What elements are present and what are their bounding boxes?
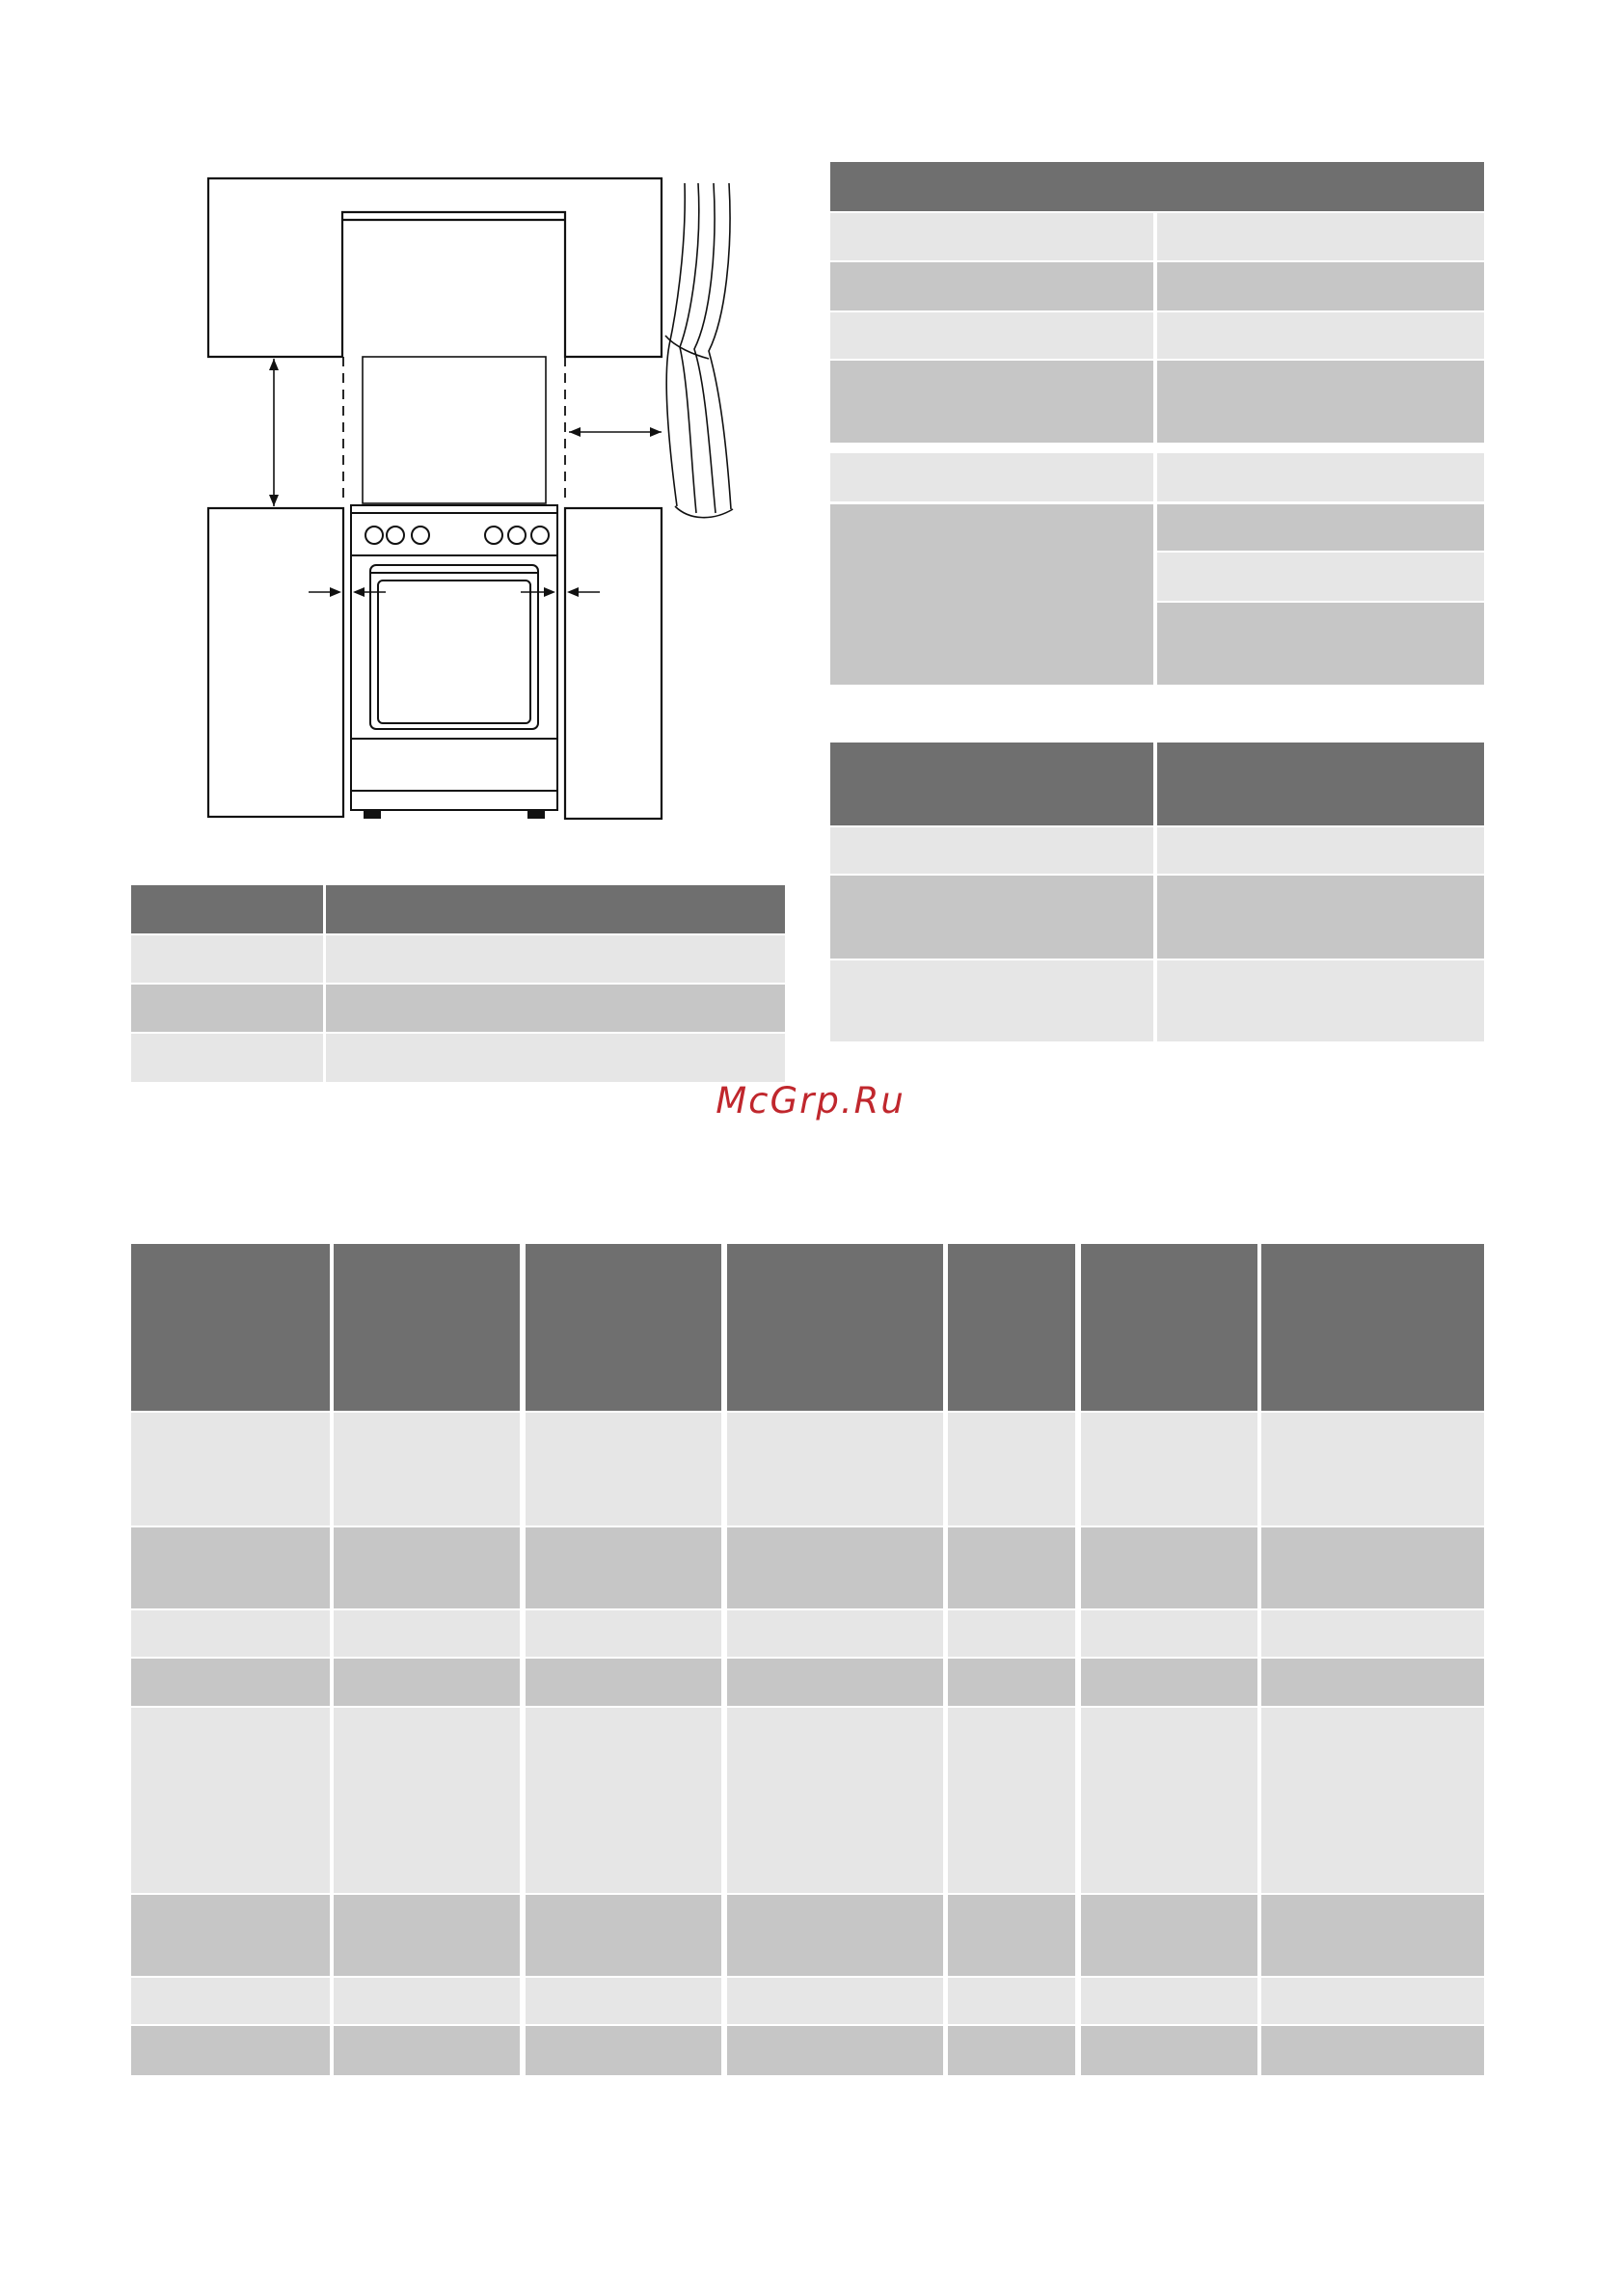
table-header-cell	[830, 743, 1153, 825]
lower-cabinet-left	[208, 508, 343, 817]
table-cell	[526, 1413, 721, 1526]
table-cell	[727, 1895, 943, 1976]
table-cell	[1081, 1708, 1257, 1893]
table-cell	[334, 1895, 520, 1976]
table-cell	[131, 985, 323, 1032]
table-cell	[326, 1034, 785, 1082]
table-header-cell	[1157, 743, 1484, 825]
table-cell	[526, 1659, 721, 1706]
table-header-cell	[326, 885, 785, 933]
table-cell	[526, 1978, 721, 2024]
table-cell	[131, 1413, 330, 1526]
watermark: McGrp.Ru	[716, 1080, 905, 1121]
table-cell	[1081, 2026, 1257, 2075]
table-cell	[1081, 1659, 1257, 1706]
table-cell	[948, 2026, 1075, 2075]
table-cell	[131, 1659, 330, 1706]
table-cell	[131, 1978, 330, 2024]
table-cell	[326, 985, 785, 1032]
table-header-cell	[1261, 1244, 1484, 1411]
table-cell	[1261, 1610, 1484, 1657]
table-cell	[334, 1708, 520, 1893]
table-cell	[1261, 1527, 1484, 1608]
table-cell	[526, 2026, 721, 2075]
table-cell	[948, 1413, 1075, 1526]
table-header-cell	[334, 1244, 520, 1411]
backsplash-panel	[363, 357, 546, 503]
table-cell	[1157, 504, 1484, 551]
table-cell	[830, 312, 1153, 359]
table-cell	[1157, 960, 1484, 1041]
table-cell	[948, 1708, 1075, 1893]
table-header-cell	[727, 1244, 943, 1411]
table-cell	[526, 1610, 721, 1657]
table-cell	[131, 1895, 330, 1976]
table-cell	[1157, 312, 1484, 359]
table-cell	[727, 1659, 943, 1706]
table-cell	[830, 213, 1153, 260]
table-cell	[830, 876, 1153, 959]
table-header-cell	[948, 1244, 1075, 1411]
table-cell	[1157, 603, 1484, 685]
table-cell	[334, 1659, 520, 1706]
table-cell	[830, 960, 1153, 1041]
table-cell	[830, 827, 1153, 874]
table-header-cell	[131, 1244, 330, 1411]
table-cell	[727, 1527, 943, 1608]
table-cell	[1081, 1413, 1257, 1526]
table-cell	[526, 1527, 721, 1608]
table-cell	[830, 262, 1153, 311]
table-cell	[1157, 361, 1484, 443]
dimension-arrows	[269, 359, 662, 597]
table-cell	[830, 361, 1153, 443]
table-cell	[1157, 553, 1484, 601]
table-cell	[526, 1895, 721, 1976]
table-cell	[727, 1978, 943, 2024]
table-cell	[948, 1895, 1075, 1976]
installation-diagram	[193, 154, 743, 839]
table-cell	[948, 1527, 1075, 1608]
table-cell	[131, 935, 323, 983]
table-cell	[727, 1610, 943, 1657]
table-cell	[1261, 2026, 1484, 2075]
table-cell	[131, 1527, 330, 1608]
table-cell	[948, 1659, 1075, 1706]
table-cell	[948, 1610, 1075, 1657]
table-cell	[1157, 213, 1484, 260]
cooker	[351, 505, 557, 818]
table-cell	[1081, 1610, 1257, 1657]
table-cell	[1261, 1708, 1484, 1893]
table-cell	[1261, 1895, 1484, 1976]
table-cell	[948, 1978, 1075, 2024]
table-cell	[1261, 1413, 1484, 1526]
table-cell	[1157, 453, 1484, 501]
table-cell	[334, 1610, 520, 1657]
dashed-guides	[343, 357, 565, 503]
table-cell	[1261, 1978, 1484, 2024]
table-cell	[830, 453, 1153, 501]
curtain	[665, 183, 733, 518]
table-cell	[727, 2026, 943, 2075]
lower-cabinet-right	[565, 508, 662, 819]
table-cell	[830, 504, 1153, 685]
table-header-cell	[830, 162, 1484, 211]
table-header-cell	[131, 885, 323, 933]
table-cell	[334, 1527, 520, 1608]
table-cell	[131, 1610, 330, 1657]
table-header-cell	[1081, 1244, 1257, 1411]
table-cell	[727, 1413, 943, 1526]
table-cell	[131, 1708, 330, 1893]
table-cell	[1081, 1895, 1257, 1976]
table-cell	[131, 2026, 330, 2075]
table-cell	[326, 935, 785, 983]
table-cell	[727, 1708, 943, 1893]
table-cell	[334, 2026, 520, 2075]
table-cell	[131, 1034, 323, 1082]
table-cell	[1081, 1527, 1257, 1608]
table-header-cell	[526, 1244, 721, 1411]
table-cell	[1261, 1659, 1484, 1706]
table-cell	[526, 1708, 721, 1893]
table-cell	[334, 1413, 520, 1526]
table-cell	[1081, 1978, 1257, 2024]
table-cell	[1157, 876, 1484, 959]
table-cell	[1157, 262, 1484, 311]
table-cell	[334, 1978, 520, 2024]
table-cell	[1157, 827, 1484, 874]
upper-cabinet	[208, 178, 662, 357]
